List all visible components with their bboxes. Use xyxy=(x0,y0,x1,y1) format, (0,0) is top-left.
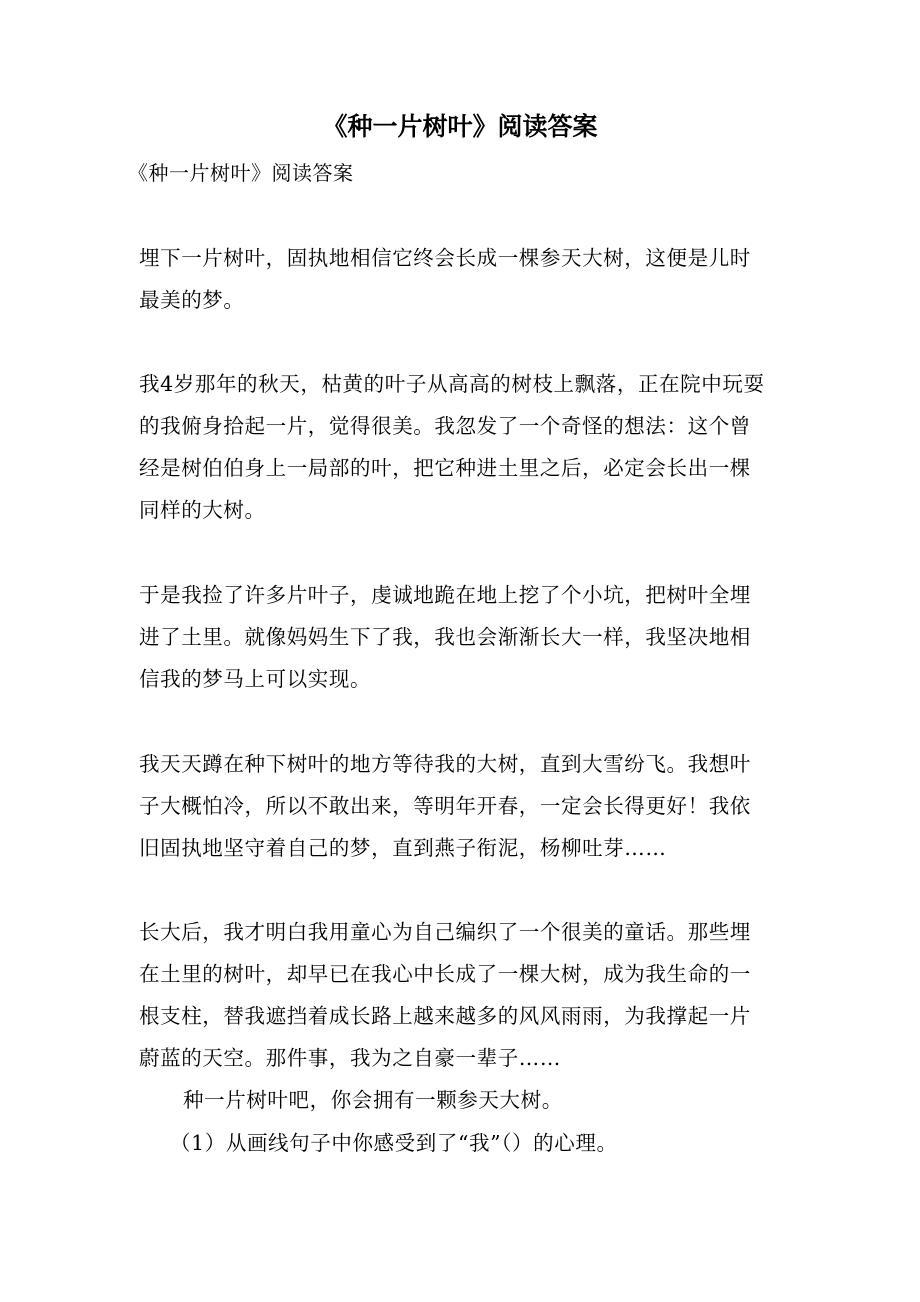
paragraph-line: 的我俯身拾起一片，觉得很美。我忽发了一个奇怪的想法：这个曾 xyxy=(139,414,751,438)
paragraph-line: 我4岁那年的秋天，枯黄的叶子从高高的树枝上飘落，正在院中玩耍 xyxy=(139,372,765,396)
paragraph-line: 进了土里。就像妈妈生下了我，我也会渐渐长大一样，我坚决地相 xyxy=(139,625,751,649)
paragraph-1 xyxy=(139,237,789,321)
paragraph-4 xyxy=(139,743,789,869)
paragraph-line: 长大后，我才明白我用童心为自己编织了一个很美的童话。那些埋 xyxy=(139,920,751,944)
paragraph-line: 我天天蹲在种下树叶的地方等待我的大树，直到大雪纷飞。我想叶 xyxy=(139,752,751,776)
document-subtitle: 《种一片树叶》阅读答案 xyxy=(128,161,354,185)
paragraph-line: 蔚蓝的天空。那件事，我为之自豪一辈子…… xyxy=(139,1046,561,1070)
paragraph-line: 埋下一片树叶，固执地相信它终会长成一棵参天大树，这便是儿时 xyxy=(139,246,751,270)
paragraph-5 xyxy=(139,911,789,1079)
paragraph-line: 经是树伯伯身上一局部的叶，把它种进土里之后，必定会长出一棵 xyxy=(139,456,751,480)
paragraph-line: 在土里的树叶，却早已在我心中长成了一棵大树，成为我生命的一 xyxy=(139,962,751,986)
paragraph-line: 旧固执地坚守着自己的梦，直到燕子衔泥，杨柳吐芽…… xyxy=(139,836,667,860)
paragraph-line: 根支柱，替我遮挡着成长路上越来越多的风风雨雨，为我撑起一片 xyxy=(139,1004,751,1028)
closing-line: 种一片树叶吧，你会拥有一颗参天大树。 xyxy=(183,1088,563,1112)
paragraph-line: 最美的梦。 xyxy=(139,288,245,312)
document-title: 《种一片树叶》阅读答案 xyxy=(322,112,598,141)
paragraph-line: 于是我捡了许多片叶子，虔诚地跪在地上挖了个小坑，把树叶全埋 xyxy=(139,583,751,607)
paragraph-line: 子大概怕冷，所以不敢出来，等明年开春，一定会长得更好！我依 xyxy=(139,794,751,818)
question-1: （1）从画线句子中你感受到了“我”（）的心理。 xyxy=(170,1131,618,1155)
paragraph-3 xyxy=(139,574,789,700)
paragraph-line: 信我的梦马上可以实现。 xyxy=(139,667,372,691)
paragraph-line: 同样的大树。 xyxy=(139,498,266,522)
paragraph-2 xyxy=(139,363,789,531)
